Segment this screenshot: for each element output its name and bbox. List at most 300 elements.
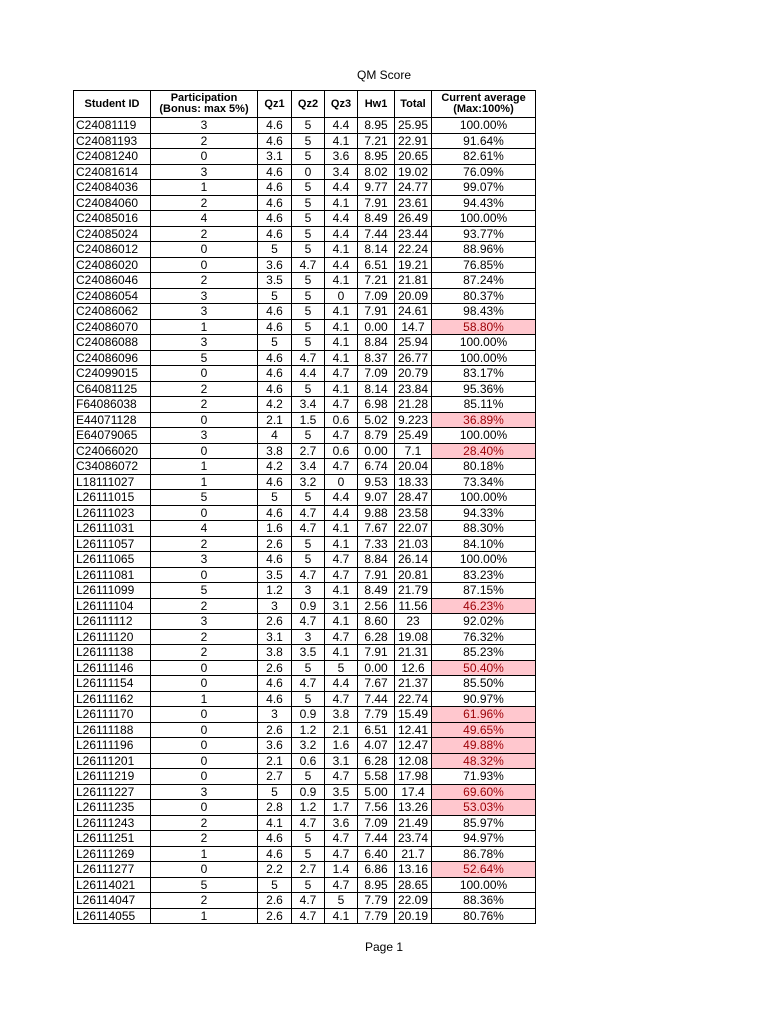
hw1-cell: 5.58 — [358, 769, 395, 785]
table-row — [74, 505, 536, 521]
qz3-cell: 4.7 — [325, 552, 358, 568]
current-average-cell: 91.64% — [432, 133, 536, 149]
qz2-cell: 2.7 — [292, 443, 325, 459]
score-table — [73, 90, 536, 924]
participation-cell: 2 — [151, 226, 258, 242]
total-cell: 13.26 — [395, 800, 432, 816]
hw1-cell: 8.84 — [358, 335, 395, 351]
current-average-cell: 49.65% — [432, 722, 536, 738]
participation-cell: 3 — [151, 614, 258, 630]
hw1-cell: 7.09 — [358, 366, 395, 382]
qz1-cell: 4.2 — [258, 397, 292, 413]
qz1-cell: 4.1 — [258, 815, 292, 831]
qz1-cell: 5 — [258, 335, 292, 351]
qz2-cell: 4.7 — [292, 521, 325, 537]
hw1-cell: 8.95 — [358, 118, 395, 134]
participation-cell: 0 — [151, 660, 258, 676]
hw1-cell: 8.49 — [358, 211, 395, 227]
total-cell: 19.08 — [395, 629, 432, 645]
qz3-cell: 4.1 — [325, 319, 358, 335]
qz2-cell: 5 — [292, 133, 325, 149]
student-id-cell: C24086020 — [74, 257, 151, 273]
participation-cell: 5 — [151, 350, 258, 366]
total-cell: 12.08 — [395, 753, 432, 769]
student-id-cell: C24086054 — [74, 288, 151, 304]
total-cell: 23.58 — [395, 505, 432, 521]
participation-cell: 3 — [151, 118, 258, 134]
col-header-qz1: Qz1 — [258, 91, 292, 118]
participation-cell: 5 — [151, 877, 258, 893]
qz2-cell: 4.7 — [292, 815, 325, 831]
participation-cell: 2 — [151, 629, 258, 645]
student-id-cell: L26111251 — [74, 831, 151, 847]
qz1-cell: 2.8 — [258, 800, 292, 816]
participation-cell: 2 — [151, 815, 258, 831]
total-cell: 17.4 — [395, 784, 432, 800]
total-cell: 23.84 — [395, 381, 432, 397]
qz2-cell: 5 — [292, 226, 325, 242]
current-average-cell: 48.32% — [432, 753, 536, 769]
total-cell: 20.19 — [395, 908, 432, 924]
hw1-cell: 7.09 — [358, 815, 395, 831]
participation-cell: 1 — [151, 908, 258, 924]
hw1-cell: 9.07 — [358, 490, 395, 506]
table-row — [74, 381, 536, 397]
hw1-cell: 7.09 — [358, 288, 395, 304]
participation-cell: 1 — [151, 474, 258, 490]
hw1-cell: 7.79 — [358, 707, 395, 723]
participation-cell: 0 — [151, 769, 258, 785]
qz3-cell: 3.6 — [325, 815, 358, 831]
participation-cell: 0 — [151, 242, 258, 258]
col-header-hw1: Hw1 — [358, 91, 395, 118]
current-average-cell: 71.93% — [432, 769, 536, 785]
table-row — [74, 366, 536, 382]
student-id-cell: C24085016 — [74, 211, 151, 227]
qz3-cell: 4.7 — [325, 691, 358, 707]
qz2-cell: 5 — [292, 273, 325, 289]
qz1-cell: 4.6 — [258, 180, 292, 196]
hw1-cell: 8.14 — [358, 242, 395, 258]
student-id-cell: L26111235 — [74, 800, 151, 816]
student-id-cell: L26111081 — [74, 567, 151, 583]
hw1-cell: 2.56 — [358, 598, 395, 614]
qz2-cell: 0.9 — [292, 707, 325, 723]
qz1-cell: 4.2 — [258, 459, 292, 475]
table-row — [74, 459, 536, 475]
current-average-cell: 87.24% — [432, 273, 536, 289]
current-average-cell: 100.00% — [432, 552, 536, 568]
table-row — [74, 831, 536, 847]
student-id-cell: L26111104 — [74, 598, 151, 614]
current-average-cell: 80.37% — [432, 288, 536, 304]
hw1-cell: 7.44 — [358, 831, 395, 847]
table-row — [74, 443, 536, 459]
hw1-cell: 6.86 — [358, 862, 395, 878]
total-cell: 12.41 — [395, 722, 432, 738]
student-id-cell: C24081193 — [74, 133, 151, 149]
qz3-cell: 4.1 — [325, 335, 358, 351]
qz1-cell: 1.2 — [258, 583, 292, 599]
qz2-cell: 5 — [292, 552, 325, 568]
student-id-cell: C24086012 — [74, 242, 151, 258]
current-average-cell: 100.00% — [432, 335, 536, 351]
qz2-cell: 5 — [292, 304, 325, 320]
table-row — [74, 335, 536, 351]
student-id-cell: L26111099 — [74, 583, 151, 599]
current-average-cell: 88.96% — [432, 242, 536, 258]
qz2-cell: 4.7 — [292, 505, 325, 521]
current-average-cell: 52.64% — [432, 862, 536, 878]
hw1-cell: 9.88 — [358, 505, 395, 521]
hw1-cell: 7.91 — [358, 304, 395, 320]
qz2-cell: 5 — [292, 769, 325, 785]
qz1-cell: 4.6 — [258, 211, 292, 227]
table-row — [74, 552, 536, 568]
participation-cell: 2 — [151, 645, 258, 661]
total-cell: 21.7 — [395, 846, 432, 862]
qz1-cell: 3.8 — [258, 443, 292, 459]
qz1-cell: 3.1 — [258, 629, 292, 645]
qz1-cell: 3 — [258, 707, 292, 723]
qz3-cell: 4.1 — [325, 536, 358, 552]
qz2-cell: 5 — [292, 149, 325, 165]
qz3-cell: 4.1 — [325, 583, 358, 599]
total-cell: 19.02 — [395, 164, 432, 180]
hw1-cell: 7.33 — [358, 536, 395, 552]
qz3-cell: 4.4 — [325, 505, 358, 521]
qz2-cell: 5 — [292, 118, 325, 134]
total-cell: 21.49 — [395, 815, 432, 831]
qz3-cell: 4.7 — [325, 428, 358, 444]
total-cell: 12.47 — [395, 738, 432, 754]
student-id-cell: L26111170 — [74, 707, 151, 723]
total-cell: 20.09 — [395, 288, 432, 304]
qz3-cell: 4.7 — [325, 366, 358, 382]
table-row — [74, 397, 536, 413]
hw1-cell: 6.51 — [358, 257, 395, 273]
qz2-cell: 5 — [292, 180, 325, 196]
table-row — [74, 428, 536, 444]
hw1-cell: 6.40 — [358, 846, 395, 862]
student-id-cell: L26114047 — [74, 893, 151, 909]
qz2-cell: 4.7 — [292, 893, 325, 909]
student-id-cell: L26111277 — [74, 862, 151, 878]
qz1-cell: 4.6 — [258, 552, 292, 568]
table-row — [74, 691, 536, 707]
qz3-cell: 4.4 — [325, 211, 358, 227]
qz3-cell: 4.7 — [325, 629, 358, 645]
current-average-cell: 85.97% — [432, 815, 536, 831]
qz3-cell: 4.1 — [325, 242, 358, 258]
qz1-cell: 4.6 — [258, 118, 292, 134]
table-row — [74, 707, 536, 723]
participation-cell: 1 — [151, 846, 258, 862]
student-id-cell: L26114055 — [74, 908, 151, 924]
qz2-cell: 4.7 — [292, 908, 325, 924]
qz1-cell: 3.8 — [258, 645, 292, 661]
current-average-cell: 58.80% — [432, 319, 536, 335]
total-cell: 7.1 — [395, 443, 432, 459]
qz1-cell: 4.6 — [258, 366, 292, 382]
qz2-cell: 0.9 — [292, 784, 325, 800]
total-cell: 22.91 — [395, 133, 432, 149]
participation-cell: 2 — [151, 831, 258, 847]
participation-cell: 2 — [151, 195, 258, 211]
qz3-cell: 1.7 — [325, 800, 358, 816]
student-id-cell: L26111031 — [74, 521, 151, 537]
total-cell: 21.37 — [395, 676, 432, 692]
student-id-cell: L26111243 — [74, 815, 151, 831]
qz1-cell: 3.1 — [258, 149, 292, 165]
current-average-cell: 100.00% — [432, 211, 536, 227]
qz1-cell: 2.6 — [258, 660, 292, 676]
qz1-cell: 4.6 — [258, 846, 292, 862]
student-id-cell: C64081125 — [74, 381, 151, 397]
qz2-cell: 2.7 — [292, 862, 325, 878]
participation-cell: 1 — [151, 691, 258, 707]
current-average-cell: 100.00% — [432, 118, 536, 134]
qz1-cell: 1.6 — [258, 521, 292, 537]
table-row — [74, 257, 536, 273]
qz3-cell: 4.4 — [325, 226, 358, 242]
qz1-cell: 4.6 — [258, 195, 292, 211]
hw1-cell: 7.79 — [358, 908, 395, 924]
hw1-cell: 8.14 — [358, 381, 395, 397]
qz2-cell: 5 — [292, 536, 325, 552]
qz1-cell: 4.6 — [258, 505, 292, 521]
qz1-cell: 3.5 — [258, 273, 292, 289]
student-id-cell: L26111162 — [74, 691, 151, 707]
qz3-cell: 4.1 — [325, 133, 358, 149]
current-average-cell: 99.07% — [432, 180, 536, 196]
table-row — [74, 319, 536, 335]
qz2-cell: 0 — [292, 164, 325, 180]
hw1-cell: 6.98 — [358, 397, 395, 413]
table-row — [74, 412, 536, 428]
hw1-cell: 7.91 — [358, 195, 395, 211]
qz3-cell: 3.8 — [325, 707, 358, 723]
qz3-cell: 0 — [325, 288, 358, 304]
total-cell: 22.74 — [395, 691, 432, 707]
qz2-cell: 3.2 — [292, 738, 325, 754]
qz3-cell: 4.1 — [325, 381, 358, 397]
qz1-cell: 5 — [258, 242, 292, 258]
hw1-cell: 6.51 — [358, 722, 395, 738]
participation-cell: 0 — [151, 366, 258, 382]
total-cell: 21.03 — [395, 536, 432, 552]
qz3-cell: 4.7 — [325, 459, 358, 475]
table-row — [74, 211, 536, 227]
hw1-cell: 7.21 — [358, 273, 395, 289]
col-header-qz2: Qz2 — [292, 91, 325, 118]
current-average-cell: 36.89% — [432, 412, 536, 428]
table-row — [74, 521, 536, 537]
total-cell: 22.07 — [395, 521, 432, 537]
hw1-cell: 7.91 — [358, 567, 395, 583]
total-cell: 20.65 — [395, 149, 432, 165]
qz3-cell: 5 — [325, 660, 358, 676]
qz3-cell: 4.7 — [325, 846, 358, 862]
total-cell: 21.28 — [395, 397, 432, 413]
page-title: QM Score — [356, 68, 411, 82]
qz3-cell: 4.7 — [325, 831, 358, 847]
qz3-cell: 4.4 — [325, 180, 358, 196]
total-cell: 9.223 — [395, 412, 432, 428]
qz2-cell: 5 — [292, 660, 325, 676]
total-cell: 23 — [395, 614, 432, 630]
qz3-cell: 4.1 — [325, 195, 358, 211]
hw1-cell: 8.02 — [358, 164, 395, 180]
student-id-cell: C24086070 — [74, 319, 151, 335]
hw1-cell: 8.79 — [358, 428, 395, 444]
participation-cell: 0 — [151, 707, 258, 723]
hw1-cell: 7.67 — [358, 521, 395, 537]
hw1-cell: 7.44 — [358, 226, 395, 242]
current-average-cell: 73.34% — [432, 474, 536, 490]
participation-cell: 2 — [151, 133, 258, 149]
table-row — [74, 800, 536, 816]
current-average-cell: 88.30% — [432, 521, 536, 537]
qz1-cell: 4.6 — [258, 133, 292, 149]
student-id-cell: L26111112 — [74, 614, 151, 630]
table-row — [74, 722, 536, 738]
participation-cell: 0 — [151, 443, 258, 459]
qz3-cell: 3.4 — [325, 164, 358, 180]
current-average-cell: 83.23% — [432, 567, 536, 583]
qz1-cell: 2.1 — [258, 412, 292, 428]
table-row — [74, 908, 536, 924]
table-row — [74, 490, 536, 506]
qz3-cell: 2.1 — [325, 722, 358, 738]
student-id-cell: L26111146 — [74, 660, 151, 676]
hw1-cell: 6.74 — [358, 459, 395, 475]
qz2-cell: 4.7 — [292, 257, 325, 273]
qz1-cell: 2.2 — [258, 862, 292, 878]
qz3-cell: 4.1 — [325, 304, 358, 320]
participation-cell: 0 — [151, 862, 258, 878]
hw1-cell: 7.56 — [358, 800, 395, 816]
participation-cell: 3 — [151, 288, 258, 304]
participation-cell: 0 — [151, 567, 258, 583]
student-id-cell: C24086046 — [74, 273, 151, 289]
table-row — [74, 164, 536, 180]
current-average-cell: 92.02% — [432, 614, 536, 630]
participation-cell: 2 — [151, 381, 258, 397]
table-row — [74, 133, 536, 149]
total-cell: 23.61 — [395, 195, 432, 211]
qz1-cell: 5 — [258, 490, 292, 506]
qz2-cell: 1.5 — [292, 412, 325, 428]
qz1-cell: 3.6 — [258, 257, 292, 273]
total-cell: 28.47 — [395, 490, 432, 506]
qz1-cell: 2.1 — [258, 753, 292, 769]
current-average-cell: 94.33% — [432, 505, 536, 521]
qz1-cell: 4 — [258, 428, 292, 444]
total-cell: 12.6 — [395, 660, 432, 676]
qz2-cell: 1.2 — [292, 800, 325, 816]
student-id-cell: C24099015 — [74, 366, 151, 382]
current-average-cell: 85.50% — [432, 676, 536, 692]
hw1-cell: 8.84 — [358, 552, 395, 568]
qz2-cell: 5 — [292, 428, 325, 444]
student-id-cell: L26111015 — [74, 490, 151, 506]
current-average-cell: 86.78% — [432, 846, 536, 862]
qz2-cell: 5 — [292, 381, 325, 397]
student-id-cell: C34086072 — [74, 459, 151, 475]
total-cell: 20.79 — [395, 366, 432, 382]
qz2-cell: 5 — [292, 211, 325, 227]
table-row — [74, 226, 536, 242]
table-row — [74, 815, 536, 831]
current-average-cell: 69.60% — [432, 784, 536, 800]
qz3-cell: 4.1 — [325, 614, 358, 630]
table-row — [74, 474, 536, 490]
total-cell: 26.77 — [395, 350, 432, 366]
hw1-cell: 9.53 — [358, 474, 395, 490]
qz2-cell: 3.4 — [292, 397, 325, 413]
qz3-cell: 4.4 — [325, 490, 358, 506]
student-id-cell: C24086062 — [74, 304, 151, 320]
student-id-cell: C24081240 — [74, 149, 151, 165]
current-average-cell: 98.43% — [432, 304, 536, 320]
hw1-cell: 8.95 — [358, 149, 395, 165]
qz1-cell: 2.6 — [258, 722, 292, 738]
student-id-cell: L26111057 — [74, 536, 151, 552]
qz3-cell: 4.1 — [325, 521, 358, 537]
qz3-cell: 1.4 — [325, 862, 358, 878]
total-cell: 28.65 — [395, 877, 432, 893]
qz3-cell: 5 — [325, 893, 358, 909]
hw1-cell: 8.60 — [358, 614, 395, 630]
table-row — [74, 753, 536, 769]
qz2-cell: 5 — [292, 490, 325, 506]
participation-cell: 0 — [151, 676, 258, 692]
participation-cell: 5 — [151, 490, 258, 506]
participation-cell: 2 — [151, 598, 258, 614]
student-id-cell: C24084060 — [74, 195, 151, 211]
table-row — [74, 149, 536, 165]
participation-cell: 0 — [151, 149, 258, 165]
current-average-cell: 49.88% — [432, 738, 536, 754]
qz3-cell: 0.6 — [325, 443, 358, 459]
table-row — [74, 660, 536, 676]
table-row — [74, 846, 536, 862]
table-row — [74, 118, 536, 134]
current-average-cell: 61.96% — [432, 707, 536, 723]
qz3-cell: 4.7 — [325, 769, 358, 785]
current-average-cell: 76.09% — [432, 164, 536, 180]
qz2-cell: 5 — [292, 242, 325, 258]
total-cell: 21.79 — [395, 583, 432, 599]
table-row — [74, 614, 536, 630]
table-row — [74, 288, 536, 304]
hw1-cell: 7.79 — [358, 893, 395, 909]
hw1-cell: 7.67 — [358, 676, 395, 692]
participation-cell: 3 — [151, 428, 258, 444]
participation-cell: 1 — [151, 319, 258, 335]
qz1-cell: 4.6 — [258, 831, 292, 847]
qz1-cell: 4.6 — [258, 691, 292, 707]
current-average-cell: 85.11% — [432, 397, 536, 413]
qz2-cell: 5 — [292, 846, 325, 862]
student-id-cell: L26111120 — [74, 629, 151, 645]
hw1-cell: 7.44 — [358, 691, 395, 707]
qz1-cell: 4.6 — [258, 474, 292, 490]
col-header-student-id: Student ID — [74, 91, 151, 118]
col-header-total: Total — [395, 91, 432, 118]
student-id-cell: C24081614 — [74, 164, 151, 180]
